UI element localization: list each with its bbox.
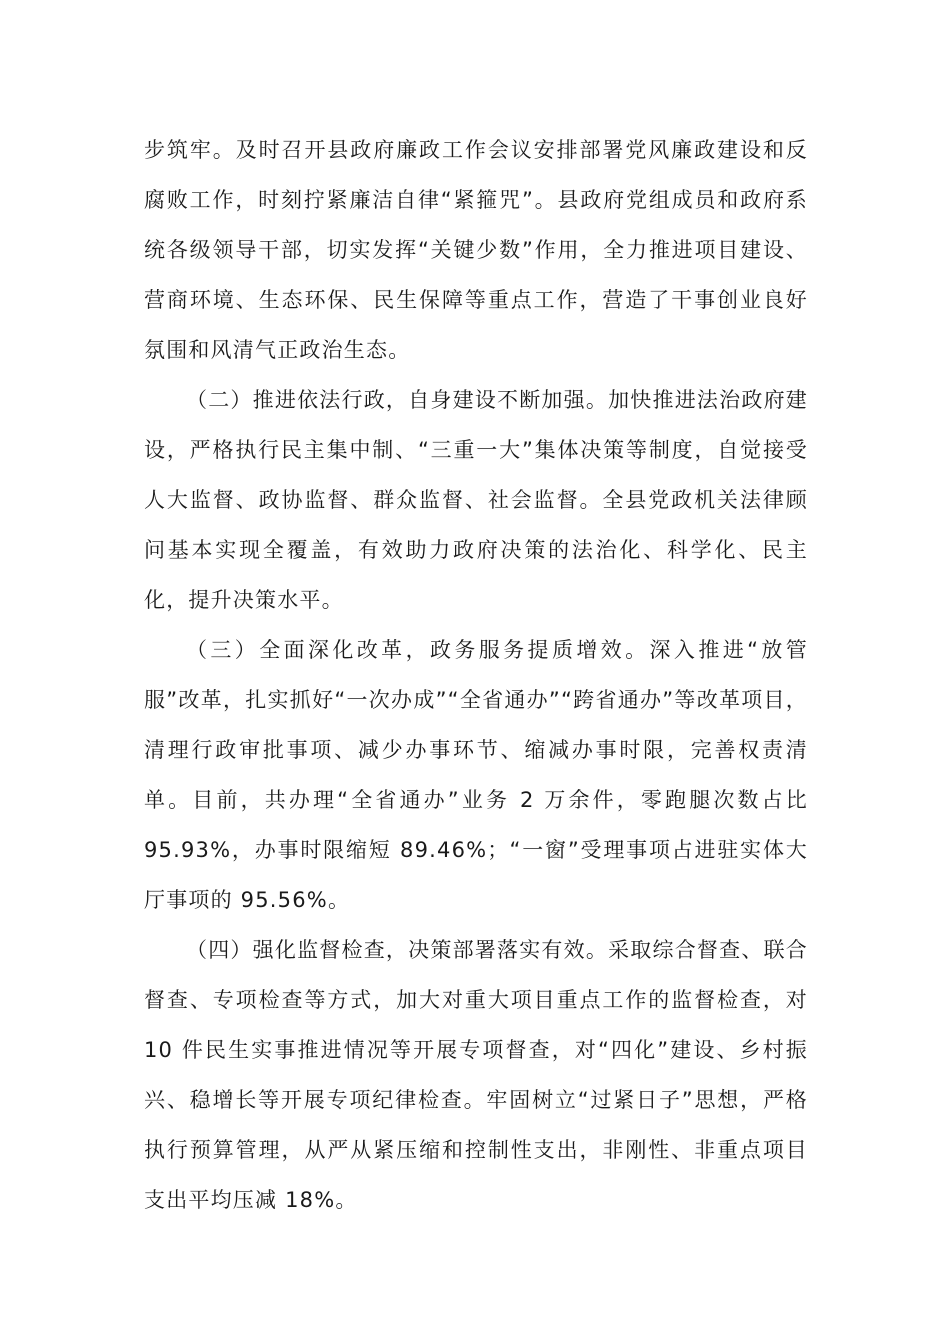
paragraph-section-3: （三）全面深化改革，政务服务提质增效。深入推进“放管服”改革，扎实抓好“一次办成”“全省通办”“跨省通办”等改革项目，清理行政审批事项、减少办事环节、缩减办事时限，完善权责清单。目前，共办理“全省通办”业务 2 万余件，零跑腿次数占比 95.93%，办事时限缩短 89.46%；“一窗”受理事项占进驻实体大厅事项的 95.56%。 xyxy=(144,638,808,912)
paragraph-section-4: （四）强化监督检查，决策部署落实有效。采取综合督查、联合督查、专项检查等方式，加大对重大项目重点工作的监督检查，对 10 件民生实事推进情况等开展专项督查，对“四化”建设、乡村振兴、稳增长等开展专项纪律检查。牢固树立“过紧日子”思想，严格执行预算管理，从严从紧压缩和控制性支出，非刚性、非重点项目支出平均压减 18%。 xyxy=(144,938,808,1212)
paragraph-section-2: （二）推进依法行政，自身建设不断加强。加快推进法治政府建设，严格执行民主集中制、“三重一大”集体决策等制度，自觉接受人大监督、政协监督、群众监督、社会监督。全县党政机关法律顾问基本实现全覆盖，有效助力政府决策的法治化、科学化、民主化，提升决策水平。 xyxy=(144,388,808,612)
paragraph-continuation: 步筑牢。及时召开县政府廉政工作会议安排部署党风廉政建设和反腐败工作，时刻拧紧廉洁自律“紧箍咒”。县政府党组成员和政府系统各级领导干部，切实发挥“关键少数”作用，全力推进项目建设、营商环境、生态环保、民生保障等重点工作，营造了干事创业良好氛围和风清气正政治生态。 xyxy=(144,138,808,362)
document-body xyxy=(144,125,808,1225)
